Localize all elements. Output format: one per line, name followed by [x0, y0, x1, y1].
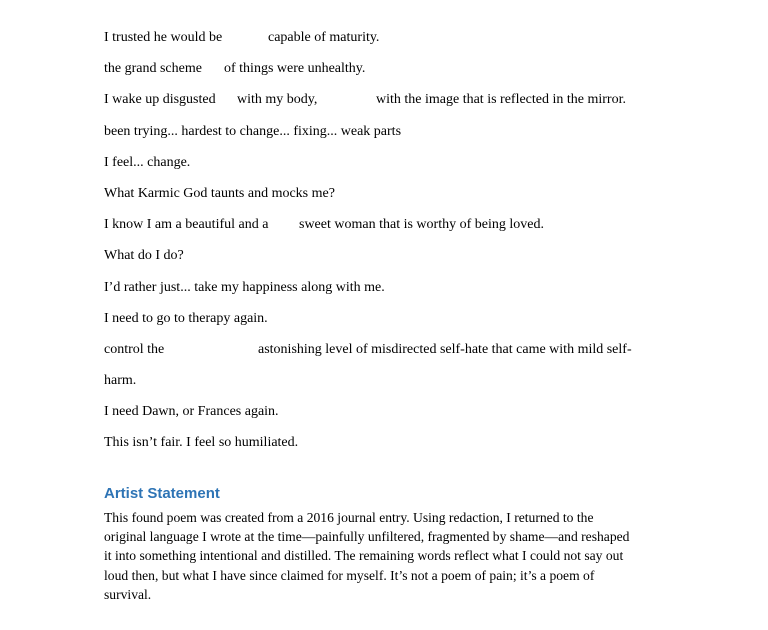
poem-fragment: I wake up disgusted — [104, 92, 216, 107]
statement-line: it into something intentional and distilled. The remaining words reflect what I could not say out — [104, 548, 624, 564]
poem-fragment: I know I am a beautiful and a — [104, 217, 269, 232]
statement-line: This found poem was created from a 2016 journal entry. Using redaction, I returned to the — [104, 510, 594, 525]
poem-fragment: the grand scheme — [104, 61, 202, 76]
poem-fragment: with the image that is reflected in the mirror. — [376, 92, 626, 107]
statement-line: original language I wrote at the time—painfully unfiltered, fragmented by shame—and reshaped — [104, 529, 630, 545]
poem-fragment: capable of maturity. — [268, 30, 380, 45]
poem-fragment: been trying... hardest to change... fixing... weak parts — [104, 124, 402, 139]
poem-fragment: What Karmic God taunts and mocks me? — [104, 186, 335, 201]
poem-fragment: I trusted he would be — [104, 30, 223, 45]
statement-line: loud then, but what I have since claimed for myself. It’s not a poem of pain; it’s a poem of — [104, 567, 595, 583]
poem-fragment: sweet woman that is worthy of being loved. — [299, 217, 544, 232]
poem-fragment: with my body, — [237, 92, 318, 107]
poem-fragment: I feel... change. — [104, 155, 191, 170]
poem-fragment: This isn’t fair. I feel so humiliated. — [104, 435, 299, 450]
statement-line: survival. — [104, 586, 152, 602]
poem-fragment: I need to go to therapy again. — [104, 311, 268, 326]
artist-statement-body — [104, 508, 674, 604]
poem-fragment: What do I do? — [104, 248, 184, 263]
poem-line — [104, 435, 299, 483]
poem-fragment: harm. — [104, 373, 137, 388]
poem-fragment: astonishing level of misdirected self-hate that came with mild self- — [258, 342, 632, 357]
poem-fragment: control the — [104, 342, 165, 357]
artist-statement-heading: Artist Statement — [104, 485, 220, 502]
poem-fragment: I need Dawn, or Frances again. — [104, 404, 279, 419]
poem-fragment: I’d rather just... take my happiness along with me. — [104, 280, 385, 295]
poem-fragment: of things were unhealthy. — [224, 61, 366, 76]
